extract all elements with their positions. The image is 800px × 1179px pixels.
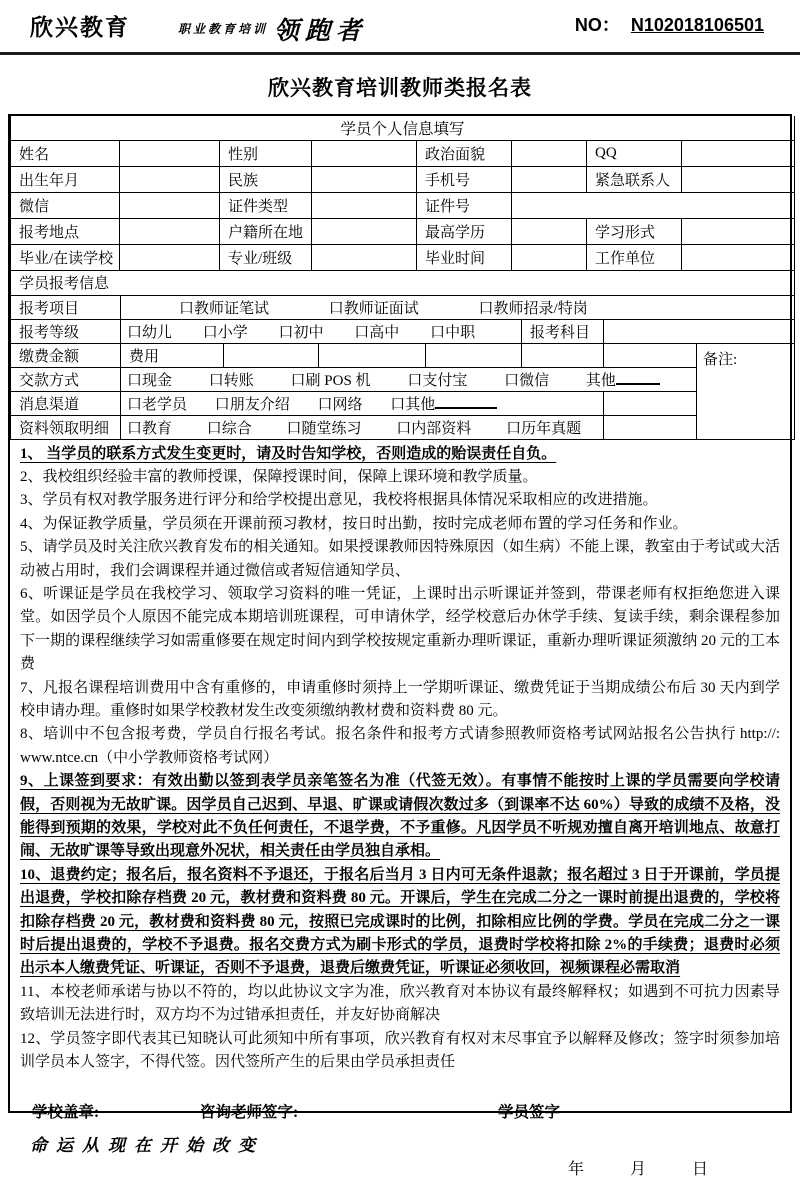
info-channel-options: [121, 391, 604, 415]
field-value-cell: [120, 141, 220, 167]
field-value-cell: [512, 245, 587, 271]
checkbox-option: 口微信: [504, 372, 550, 389]
table-row: [11, 391, 795, 415]
field-value-cell: [120, 219, 220, 245]
date-line: [10, 1156, 790, 1179]
checkbox-option: 口综合: [206, 420, 252, 437]
payment-method-options: [121, 367, 697, 391]
table-row: [11, 193, 795, 219]
checkbox-option: 口幼儿: [127, 324, 173, 341]
field-label-exam-subject: 报考科目: [522, 319, 604, 343]
header-divider: [0, 52, 800, 55]
term-item-12: 12、学员签字即代表其已知晓认可此须知中所有事项，欣兴教育有权对末尽事宜予以解释及修改；签字时须参加培训学员本人签字，不得代签。因代签所产生的后果由学员承担责任: [20, 1030, 780, 1071]
term-item-3: 3、学员有权对教学服务进行评分和给学校提出意见，我校将根据具体情况采取相应的改进措施。: [20, 492, 658, 509]
field-label-employer: 工作单位: [587, 245, 682, 271]
field-value-cell: [604, 319, 795, 343]
checkbox-option: 口小学: [202, 324, 248, 341]
school-stamp-label: 学校盖章:: [32, 1104, 100, 1122]
page-header: [0, 0, 800, 47]
fee-value-cell: [604, 343, 697, 367]
field-value-cell: [120, 193, 220, 219]
form-title: 欣兴教育培训教师类报名表: [268, 76, 532, 100]
section-header-enrollment: 学员报考信息: [11, 271, 795, 295]
field-label-exam-level: 报考等级: [11, 319, 121, 343]
field-value-cell: [682, 245, 795, 271]
fill-in-blank-line: [616, 370, 660, 385]
document-number-value: N102018106501: [630, 15, 764, 35]
term-item-8: 8、培训中不包含报考费，学员自行报名考试。报名条件和报考方式请参照教师资格考试网站报名公告执行 http://: www.ntce.cn（中小学教师资格考试网）: [20, 726, 780, 766]
student-signature-label: 学员签字: [498, 1104, 561, 1122]
checkbox-option: 口转账: [208, 372, 254, 389]
field-label-emergency-contact: 紧急联系人: [587, 167, 682, 193]
field-value-cell: [512, 167, 587, 193]
section-header-personal: 学员个人信息填写: [11, 116, 795, 141]
checkbox-option: 口网络: [317, 396, 363, 413]
document-number: [575, 11, 770, 37]
field-value-cell: [120, 167, 220, 193]
table-row: [11, 245, 795, 271]
checkbox-option: 口教育: [127, 420, 173, 437]
fee-value-cell: [224, 343, 319, 367]
term-item-7: 7、凡报名课程培训费用中含有重修的，申请重修时须持上一学期听课证、缴费凭证于当期成绩公布后 30 天内到学校申请办理。重修时如果学校教材发生改变须缴纳教材费和资料费 80 元。: [20, 679, 780, 719]
date-day-label: 日: [691, 1161, 708, 1179]
fee-value-cell: [522, 343, 604, 367]
field-value-cell: [312, 141, 417, 167]
field-label-study-form: 学习形式: [587, 219, 682, 245]
field-value-cell: [682, 167, 795, 193]
fee-value-cell: [319, 343, 426, 367]
checkbox-option: 口教师证面试: [328, 300, 419, 317]
brand-tagline: [178, 11, 367, 47]
table-row: [11, 367, 795, 391]
checkbox-option: 口中职: [430, 324, 476, 341]
checkbox-option: 口内部资料: [396, 420, 472, 437]
checkbox-option: 口支付宝: [407, 372, 468, 389]
table-row: [11, 141, 795, 167]
materials-options: [121, 415, 604, 439]
field-value-cell: [604, 415, 697, 439]
table-row: [11, 219, 795, 245]
field-value-cell: [512, 141, 587, 167]
table-row: [11, 319, 795, 343]
exam-project-options: [121, 295, 795, 319]
field-label-mobile: 手机号: [417, 167, 512, 193]
checkbox-option: 口随堂练习: [286, 420, 362, 437]
enrollment-table: [10, 271, 795, 440]
checkbox-option: 口其他: [390, 396, 436, 413]
fee-value-cell: [426, 343, 522, 367]
field-value-cell: [512, 219, 587, 245]
field-label-payment-method: 交款方式: [11, 367, 121, 391]
document-number-label: NO：: [574, 15, 620, 35]
field-label-exam-location: 报考地点: [11, 219, 120, 245]
field-value-cell: [312, 219, 417, 245]
field-value-cell: [312, 193, 417, 219]
field-value-cell: [512, 193, 795, 219]
checkbox-option: 口刷 POS 机: [290, 372, 371, 389]
field-label-political: 政治面貌: [417, 141, 512, 167]
term-item-5: 5、请学员及时关注欣兴教育发布的相关通知。如果授课教师因特殊原因（如生病）不能上课，教室由于考试或大活动被占用时，我们会调课程并通过微信或者短信通知学员、: [20, 539, 780, 579]
table-row: [11, 415, 795, 439]
table-row: [11, 167, 795, 193]
term-item-2: 2、我校组织经验丰富的教师授课，保障授课时间，保障上课环境和教学质量。: [20, 468, 538, 485]
date-month-label: 月: [629, 1161, 646, 1179]
field-label-info-channel: 消息渠道: [11, 391, 121, 415]
checkbox-option: 口教师证笔试: [179, 300, 270, 317]
tagline-large-text: 领跑者: [274, 18, 368, 45]
field-label-birth: 出生年月: [11, 167, 120, 193]
terms-section: [10, 440, 790, 1075]
term-item-1: 1、 当学员的联系方式发生变更时，请及时告知学校，否则造成的贻误责任自负。: [20, 445, 557, 462]
signature-row: [10, 1074, 790, 1122]
field-label-name: 姓名: [11, 141, 120, 167]
tagline-small-text: 职业教育培训: [178, 22, 269, 36]
field-label-graduation: 毕业时间: [417, 245, 512, 271]
field-label-fee: 费用: [121, 343, 224, 367]
brand-logo: 欣兴教育: [30, 15, 130, 40]
field-label-school: 毕业/在读学校: [11, 245, 120, 271]
checkbox-option: 口老学员: [127, 396, 188, 413]
table-row: [11, 295, 795, 319]
field-value-cell: [312, 245, 417, 271]
checkbox-option: 口朋友介绍: [214, 396, 290, 413]
term-item-9: 9、上课签到要求：有效出勤以签到表学员亲笔签名为准（代签无效）。有事情不能按时上课的学员需要向学校请假，否则视为无故旷课。因学员自己迟到、早退、旷课或请假次数过多（到课率不达 60%）导致的成绩不及格，没能得到预期的效果，学校对此不负任何责任，不退学费，不予重修。凡因学员不听规劝擅自离开培训地点、故意打闹、无故旷课等导致出现意外况状，相关责任由学员独自承相。: [20, 773, 780, 860]
checkbox-option: 口初中: [278, 324, 324, 341]
term-item-10: 10、退费约定；报名后，报名资料不予退还，于报名后当月 3 日内可无条件退款；报名超过 3 日于开课前，学员提出退费，学校扣除存档费 20 元，教材费和资料费 80 元。开课后，学生在完成二分之一课时前提出退费的，学校将扣除存档费 20 元，教材费和资料费 80 元，按照已完成课时的比例，扣除相应比例的学费。学员在完成二分之一课时后提出退费的，学校不予退费。报名交费方式为刷卡形式的学员，退费时学校将扣除 2%的手续费；退费时必须出示本人缴费凭证、听课证，否则不予退费，退费后缴费凭证，听课证必须收回，视频课程必需取消: [20, 866, 780, 977]
exam-level-options: [121, 319, 522, 343]
date-year-label: 年: [567, 1161, 584, 1179]
field-value-cell: [120, 245, 220, 271]
field-label-wechat: 微信: [11, 193, 120, 219]
field-label-qq: QQ: [587, 141, 682, 167]
field-value-cell: [682, 141, 795, 167]
field-label-id-type: 证件类型: [220, 193, 312, 219]
checkbox-option: 口教师招录/特岗: [478, 300, 588, 317]
field-label-residence: 户籍所在地: [220, 219, 312, 245]
field-value-cell: [312, 167, 417, 193]
field-label-ethnicity: 民族: [220, 167, 312, 193]
field-value-cell: [604, 391, 697, 415]
table-row: [11, 343, 795, 367]
checkbox-option: 口现金: [127, 372, 173, 389]
checkbox-option: 口高中: [354, 324, 400, 341]
other-option-label: 其他: [585, 372, 616, 389]
field-label-materials: 资料领取明细: [11, 415, 121, 439]
term-item-4: 4、为保证教学质量，学员须在开课前预习教材，按日时出勤，按时完成老师布置的学习任务和作业。: [20, 515, 688, 532]
remarks-cell: 备注:: [697, 343, 795, 439]
term-item-11: 11、本校老师承诺与协以不符的，均以此协议文字为准，欣兴教育对本协议有最终解释权；如遇到不可抗力因素导致培训无法进行时，双方均不为过错承担责任，并友好协商解决: [20, 983, 780, 1024]
personal-info-table: [10, 116, 795, 271]
field-label-id-number: 证件号: [417, 193, 512, 219]
field-label-major: 专业/班级: [220, 245, 312, 271]
field-value-cell: [682, 219, 795, 245]
advisor-signature-label: 咨询老师签字:: [200, 1104, 299, 1122]
term-item-6: 6、听课证是学员在我校学习、领取学习资料的唯一凭证，上课时出示听课证并签到，带课老师有权拒绝您进入课堂。如因学员个人原因不能完成本期培训班课程，可申请休学，经学校意后办休学手续、复读手续，剩余课程参加下一期的课程继续学习如需重修要在规定时间内到学校按规定重新办理听课证，重新办理听课证须激纳 20 元的工本费: [20, 585, 780, 673]
field-label-education: 最高学历: [417, 219, 512, 245]
field-label-payment-amount: 缴费金额: [11, 343, 121, 367]
field-label-gender: 性别: [220, 141, 312, 167]
field-label-exam-project: 报考项目: [11, 295, 121, 319]
footer-slogan: 命运从现在开始改变: [30, 1136, 264, 1156]
checkbox-option: 口历年真题: [506, 420, 582, 437]
fill-in-blank-line: [435, 394, 497, 409]
